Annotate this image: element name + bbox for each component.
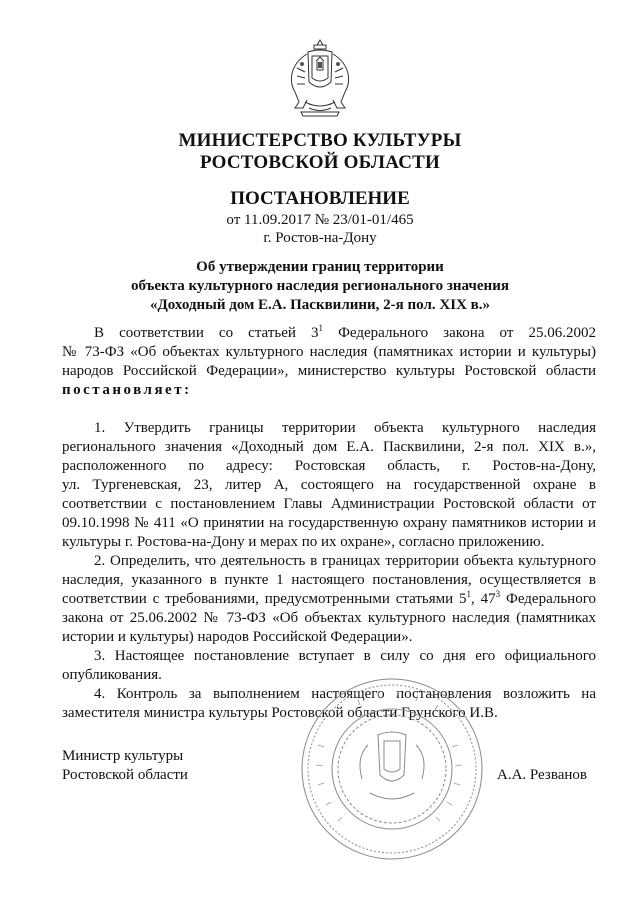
item-1-line: 09.10.1998 № 411 «О принятии на государственную охрану памятников истории и (62, 515, 596, 531)
subject-line-2: объекта культурного наследия регионального значения (131, 278, 509, 294)
item-2-line: закона от 25.06.2002 № 73-ФЗ «Об объектах культурного наследия (памятниках (62, 610, 596, 626)
organization-name (0, 130, 640, 174)
subject-line-1: Об утверждении границ территории (196, 259, 444, 275)
document-date-number: от 11.09.2017 № 23/01-01/465 (226, 212, 414, 228)
signatory-position (62, 747, 188, 785)
coat-of-arms-icon (287, 38, 353, 118)
preamble-line-2: № 73-ФЗ «Об объектах культурного наследия (памятниках истории и культуры) (62, 344, 596, 360)
item-2-line: соответствии с требованиями, предусмотренными статьями $5^1$, $47^3$ Федерального (62, 589, 596, 607)
item-1 (62, 419, 596, 552)
document-body (62, 324, 596, 723)
preamble-line-1: В соответствии со статьей $3^1$ Федерального закона от 25.06.2002 (94, 323, 596, 341)
item-1-line: расположенного по адресу: Ростовская область, г. Ростов-на-Дону, (62, 458, 596, 474)
preamble-line-3: народов Российской Федерации», министерство культуры Ростовской области (62, 363, 596, 379)
item-2-line: истории и культуры) народов Российской Федерации». (62, 629, 413, 645)
item-2 (62, 552, 596, 647)
item-1-line: ул. Тургеневская, 23, литер А, состоящего на государственной охране в (62, 477, 596, 493)
preamble (62, 324, 596, 400)
item-1-line: 1. Утвердить границы территории объекта культурного наследия (94, 420, 596, 436)
position-line-1: Министр культуры (62, 748, 184, 764)
signatory-name: А.А. Резванов (497, 767, 587, 783)
org-line-1: МИНИСТЕРСТВО КУЛЬТУРЫ (178, 130, 462, 151)
item-2-line: наследия, указанного в пункте 1 настоящего постановления, осуществляется в (62, 572, 596, 588)
item-3-line: 3. Настоящее постановление вступает в силу со дня его официального (94, 648, 596, 664)
resolves-word: постановляет: (62, 382, 192, 398)
item-3-line: опубликования. (62, 667, 162, 683)
item-1-line: соответствии с постановлением Главы Администрации Ростовской области от (62, 496, 596, 512)
position-line-2: Ростовской области (62, 767, 188, 783)
official-seal-icon (298, 675, 486, 863)
document-subject (0, 258, 640, 315)
org-line-2: РОСТОВСКОЙ ОБЛАСТИ (199, 152, 440, 173)
subject-line-3: «Доходный дом Е.А. Пасквилини, 2-я пол. XIX в.» (149, 297, 490, 313)
item-1-line: культуры г. Ростова-на-Дону и мерах по их охране», согласно приложению. (62, 534, 545, 550)
document-type: ПОСТАНОВЛЕНИЕ (230, 188, 410, 209)
item-2-line: 2. Определить, что деятельность в границах территории объекта культурного (94, 553, 596, 569)
item-1-line: регионального значения «Доходный дом Е.А. Пасквилини, 2-я пол. XIX в.», (62, 439, 596, 455)
document-place: г. Ростов-на-Дону (263, 230, 377, 246)
item-4-line: заместителя министра культуры Ростовской области Грунского И.В. (62, 705, 498, 721)
item-4-line: 4. Контроль за выполнением настоящего постановления возложить на (94, 686, 596, 702)
